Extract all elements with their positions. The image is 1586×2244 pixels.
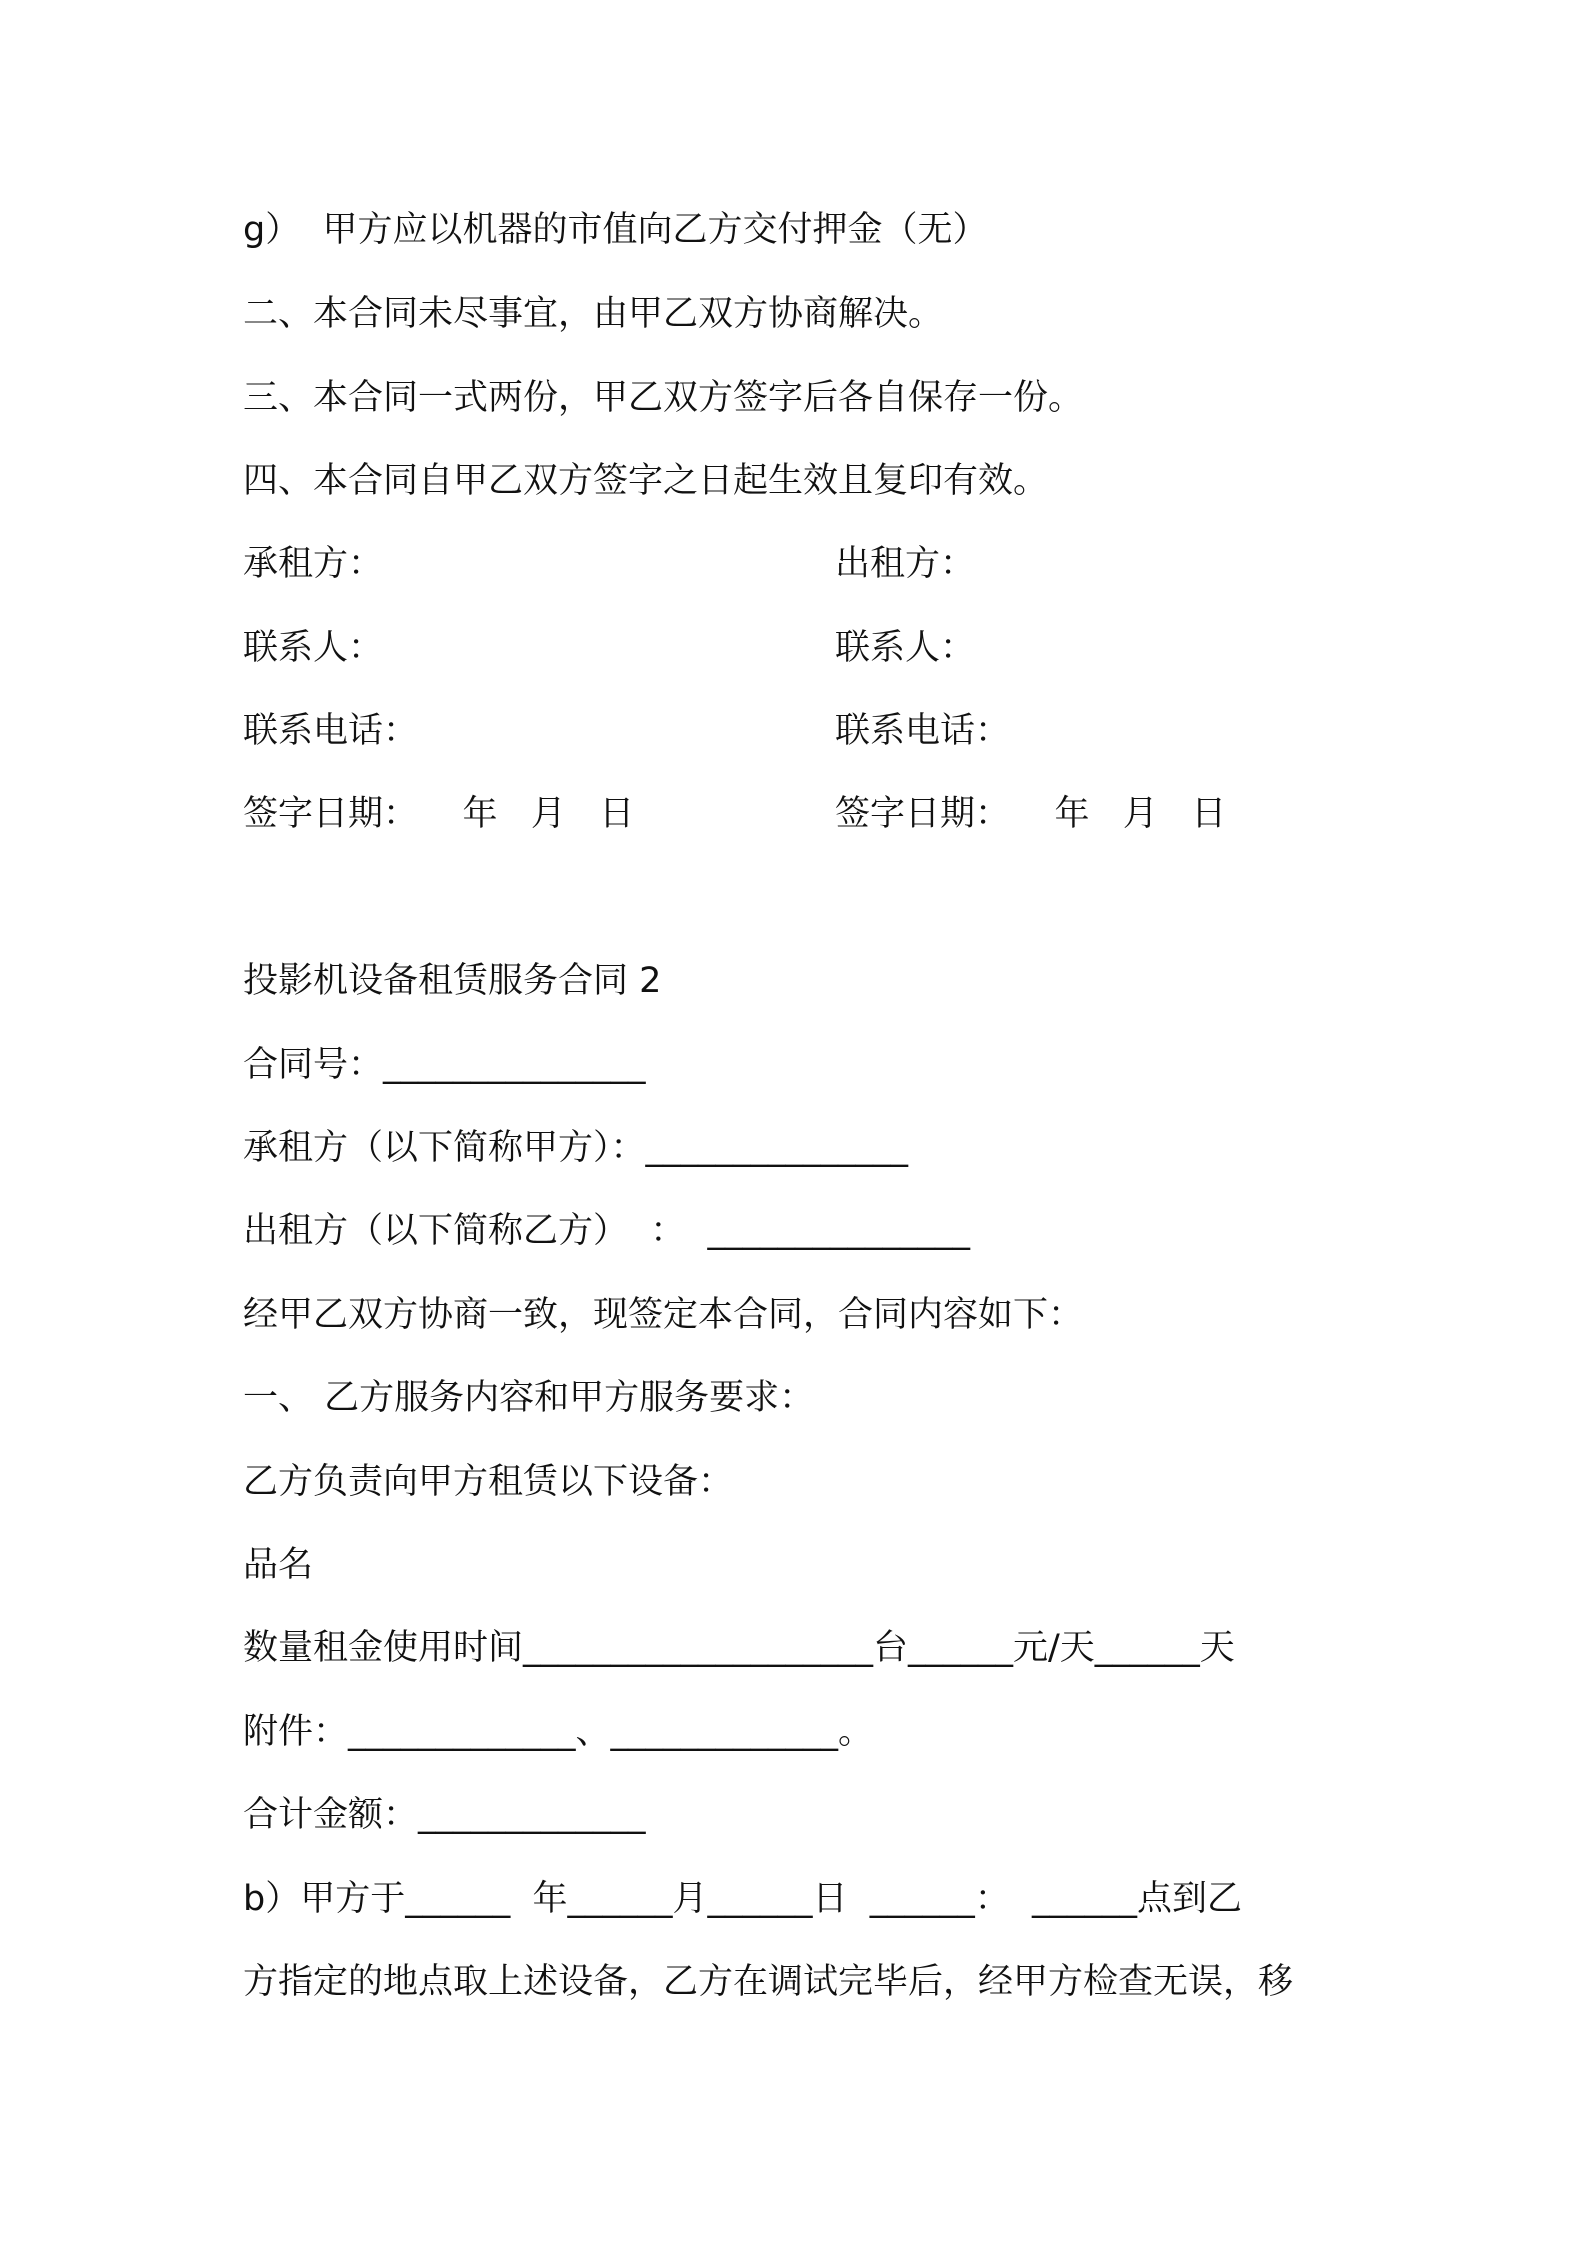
lease-statement: 乙方负责向甲方租赁以下设备： (243, 1462, 734, 1502)
lessor-date-label: 签字日期： 年 月 日 (835, 794, 1227, 834)
lessee-label: 承租方： (243, 544, 384, 584)
lessor-phone-label: 联系电话： (835, 711, 1011, 751)
quantity-rent-line: 数量租金使用时间____________________台______元/天______天 (243, 1628, 1235, 1668)
total-amount-line: 合计金额：_____________ (243, 1795, 646, 1835)
accessories-line: 附件：_____________、_____________。 (243, 1712, 874, 1752)
clause-g: g） 甲方应以机器的市值向乙方交付押金（无） (243, 210, 988, 250)
lessee-field: 承租方（以下简称甲方）：_______________ (243, 1128, 909, 1168)
section-1-heading: 一、 乙方服务内容和甲方服务要求： (243, 1378, 815, 1418)
lessor-label: 出租方： (835, 544, 976, 584)
contract-intro: 经甲乙双方协商一致，现签定本合同，合同内容如下： (243, 1295, 1084, 1335)
lessee-phone-label: 联系电话： (243, 711, 419, 751)
clause-b-line-2: 方指定的地点取上述设备，乙方在调试完毕后，经甲方检查无误，移 (243, 1962, 1294, 2002)
lessor-contact-label: 联系人： (835, 628, 976, 668)
contract-title: 投影机设备租赁服务合同 2 (243, 961, 662, 1001)
lessee-contact-label: 联系人： (243, 628, 384, 668)
lessor-field: 出租方（以下简称乙方） ： _______________ (243, 1211, 971, 1251)
contract-number: 合同号：_______________ (243, 1045, 646, 1085)
item-name-label: 品名 (243, 1545, 314, 1585)
clause-2: 二、本合同未尽事宜，由甲乙双方协商解决。 (243, 294, 944, 334)
clause-b-line-1: b）甲方于______ 年______月______日 ______： ______点到乙 (243, 1879, 1242, 1919)
clause-3: 三、本合同一式两份，甲乙双方签字后各自保存一份。 (243, 378, 1084, 418)
lessee-date-label: 签字日期： 年 月 日 (243, 794, 635, 834)
clause-4: 四、本合同自甲乙双方签字之日起生效且复印有效。 (243, 461, 1049, 501)
